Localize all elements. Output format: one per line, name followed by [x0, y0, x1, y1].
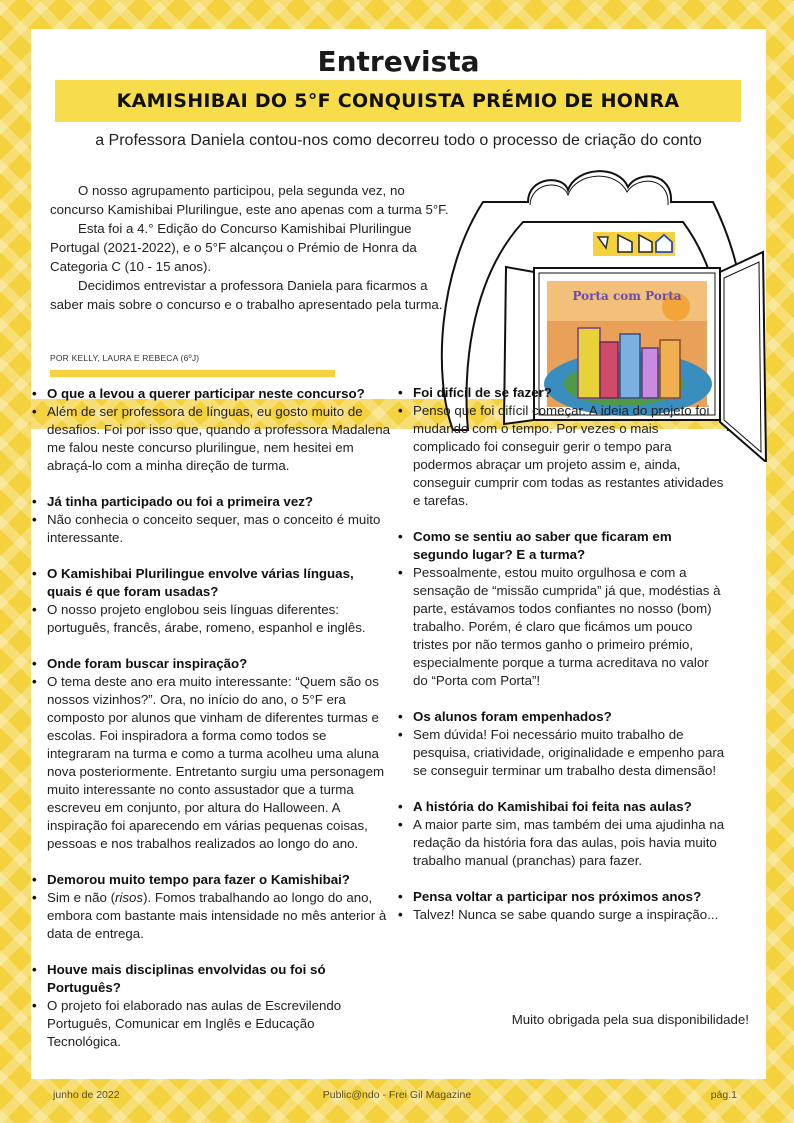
answer: • Sem dúvida! Foi necessário muito trabalho de pesquisa, criatividade, originalidade e empenho para se conseguir terminar um trabalho desta dimensão!: [396, 726, 726, 780]
qa-item: [396, 798, 726, 870]
answer: [30, 889, 390, 943]
question: • Pensa voltar a participar nos próximos anos?: [396, 888, 726, 906]
question: • Demorou muito tempo para fazer o Kamishibai?: [30, 871, 390, 889]
answer: • Pessoalmente, estou muito orgulhosa e com a sensação de “missão cumprida” já que, modéstias à parte, estávamos todos confiantes no nosso (bom) trabalho. Porém, é claro que ficámos um pouco tristes por não termos ganho o primeiro prémio, especialmente porque a turma acreditava no valor do “Porta com Porta”!: [396, 564, 726, 690]
thanks-note: Muito obrigada pela sua disponibilidade!: [511, 1012, 749, 1027]
question: • Como se sentiu ao saber que ficaram em segundo lugar? E a turma?: [396, 528, 726, 564]
qa-item: [30, 871, 390, 943]
question: • Onde foram buscar inspiração?: [30, 655, 390, 673]
question: • O Kamishibai Plurilingue envolve várias línguas, quais é que foram usadas?: [30, 565, 390, 601]
question: • Foi difícil de se fazer?: [396, 384, 726, 402]
article-subtitle: a Professora Daniela contou-nos como decorreu todo o processo de criação do conto: [95, 132, 702, 149]
answer-text: ). Fomos trabalhando ao longo do ano, embora com bastante mais intensidade no mês anterior à data de entrega.: [47, 890, 387, 941]
question: • Os alunos foram empenhados?: [396, 708, 726, 726]
question: • Já tinha participado ou foi a primeira vez?: [30, 493, 390, 511]
qa-item: [30, 493, 390, 547]
intro-paragraph: Esta foi a 4.° Edição do Concurso Kamishibai Plurilingue Portugal (2021-2022), e o 5°F alcançou o Prémio de Honra da Categoria C (10 - 15 anos).: [50, 221, 417, 274]
qa-item: [396, 384, 726, 510]
answer: • O tema deste ano era muito interessante: “Quem são os nossos vizinhos?”. Ora, no início do ano, o 5°F era composto por alunos que vinham de diferentes turmas e escolas. Foi inspiradora a forma como todos se integraram na turma e como a turma acolheu uma aluna nova posteriormente. Entretanto surgiu uma personagem muito interessante no conto assustador que a turma escreveu em conjunto, por altura do Halloween. A inspiração foi aparecendo em várias pequenas coisas, pessoas e nos trabalhos realizados ao longo do ano.: [30, 673, 390, 853]
footer-page-number: pág.1: [710, 1089, 737, 1101]
intro-paragraph: Decidimos entrevistar a professora Daniela para ficarmos a saber mais sobre o concurso e o trabalho apresentado pela turma.: [50, 278, 443, 312]
question: • A história do Kamishibai foi feita nas aulas?: [396, 798, 726, 816]
qa-item: [30, 655, 390, 853]
footer-date: junho de 2022: [53, 1089, 120, 1101]
intro-paragraph: O nosso agrupamento participou, pela segunda vez, no concurso Kamishibai Plurilingue, este ano apenas com a turma 5°F.: [50, 183, 449, 217]
footer-publication: Public@ndo - Frei Gil Magazine: [322, 1089, 472, 1101]
answer: • O nosso projeto englobou seis línguas diferentes: português, francês, árabe, romeno, espanhol e inglês.: [30, 601, 390, 637]
article-headline: KAMISHIBAI DO 5°F CONQUISTA PRÉMIO DE HONRA: [116, 90, 680, 112]
intro-text: [50, 181, 462, 314]
byline-underline: [50, 370, 335, 377]
qa-item: [30, 385, 390, 475]
answer: • A maior parte sim, mas também dei uma ajudinha na redação da história fora das aulas, pois havia muito trabalho manual (pranchas) para fazer.: [396, 816, 726, 870]
qa-item: [396, 708, 726, 780]
qa-item: [30, 565, 390, 637]
answer: • Não conhecia o conceito sequer, mas o conceito é muito interessante.: [30, 511, 390, 547]
interview-column-right: [396, 384, 726, 942]
qa-item: [396, 888, 726, 924]
page-title: Entrevista: [317, 45, 480, 78]
question: • O que a levou a querer participar neste concurso?: [30, 385, 390, 403]
answer: • Penso que foi difícil começar. A ideia do projeto foi mudando com o tempo. Por vezes o mais complicado foi conseguir gerir o tempo para podermos abraçar um projeto assim e, ainda, conseguir cumprir com todas as restantes atividades e tarefas.: [396, 402, 726, 510]
qa-item: [396, 528, 726, 690]
answer-emphasis: risos: [115, 890, 144, 905]
cover-title: Porta com Porta: [572, 289, 682, 303]
byline: POR KELLY, LAURA E REBECA (6ºJ): [50, 353, 200, 363]
answer: • Além de ser professora de línguas, eu gosto muito de desafios. Foi por isso que, quando a professora Madalena me falou neste concurso plurilingue, nem hesitei em abraçá-lo com a minha direção de turma.: [30, 403, 390, 475]
qa-item: [30, 961, 390, 1051]
question: • Houve mais disciplinas envolvidas ou foi só Português?: [30, 961, 390, 997]
interview-column-left: [30, 385, 390, 1069]
answer: • O projeto foi elaborado nas aulas de Escrevilendo Português, Comunicar em Inglês e Educação Tecnológica.: [30, 997, 390, 1051]
answer-text: Sim e não (: [47, 890, 115, 905]
answer: • Talvez! Nunca se sabe quando surge a inspiração...: [396, 906, 726, 924]
headline-banner: [55, 80, 741, 122]
